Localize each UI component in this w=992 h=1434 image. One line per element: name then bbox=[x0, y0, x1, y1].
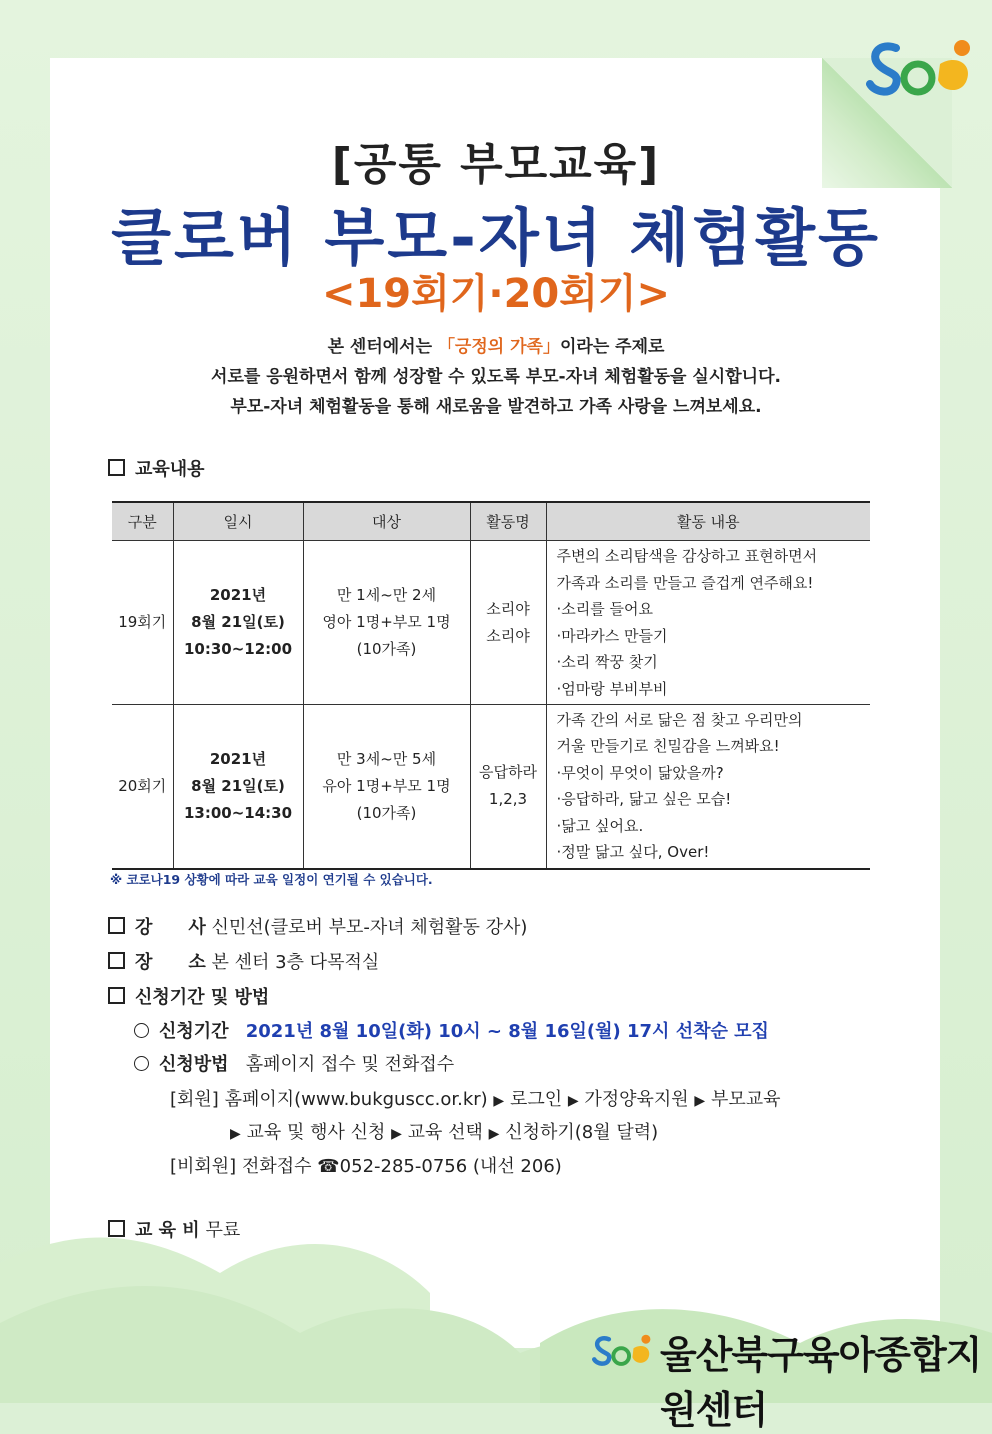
activity-content-cell bbox=[546, 541, 870, 705]
checkbox-square-icon bbox=[108, 1220, 125, 1237]
table-row bbox=[112, 705, 870, 869]
content-line: 거울 만들기로 친밀감을 느껴봐요! bbox=[556, 737, 780, 756]
content-line: ·소리 짝꿍 찾기 bbox=[556, 653, 658, 671]
place-label: 장 소 bbox=[135, 952, 206, 973]
member-step: 홈페이지(www.bukguscc.or.kr) bbox=[224, 1089, 488, 1110]
activity-name-line: 소리야 bbox=[486, 599, 530, 618]
checkbox-square-icon bbox=[108, 917, 125, 934]
phone-icon: ☎ bbox=[317, 1156, 340, 1177]
content-line: ·엄마랑 부비부비 bbox=[556, 679, 668, 698]
page-title: 클로버 부모-자녀 체험활동 bbox=[111, 201, 881, 274]
nonmember-line bbox=[170, 1152, 562, 1178]
target-line: (10가족) bbox=[356, 803, 417, 822]
content-line: 가족 간의 서로 닮은 점 찾고 우리만의 bbox=[556, 710, 803, 729]
arrow-right-icon: ▶ bbox=[488, 1126, 500, 1142]
table-header: 활동명 bbox=[470, 502, 546, 541]
fee-label: 교 육 비 bbox=[135, 1220, 200, 1241]
checkbox-square-icon bbox=[108, 952, 125, 969]
center-name: 울산북구육아종합지원센터 bbox=[660, 1333, 982, 1432]
date-line: 2021년 bbox=[209, 586, 267, 604]
target-line: 만 3세~만 5세 bbox=[336, 749, 437, 768]
member-step: 가정양육지원 bbox=[584, 1089, 689, 1110]
apply-label: 신청기간 및 방법 bbox=[135, 987, 270, 1008]
content-line: ·마라카스 만들기 bbox=[556, 626, 668, 645]
member-step: 부모교육 bbox=[710, 1089, 781, 1110]
activity-name-cell bbox=[470, 705, 546, 869]
date-line: 8월 21일(토) bbox=[191, 776, 285, 795]
circle-bullet-icon bbox=[134, 1056, 149, 1071]
date-line: 10:30~12:00 bbox=[183, 640, 293, 658]
center-logo-icon bbox=[866, 34, 980, 104]
date-cell bbox=[173, 705, 303, 869]
covid-notice: ※ 코로나19 상황에 따라 교육 일정이 연기될 수 있습니다. bbox=[110, 872, 433, 887]
apply-row bbox=[108, 983, 269, 1009]
activity-content-cell bbox=[546, 705, 870, 869]
content-line: ·정말 닮고 싶다, Over! bbox=[556, 843, 710, 862]
member-step: 교육 선택 bbox=[407, 1122, 483, 1143]
session-cell: 19회기 bbox=[112, 541, 173, 705]
table-header: 활동 내용 bbox=[546, 502, 870, 541]
intro-line-1 bbox=[0, 332, 992, 362]
member-path-line-1 bbox=[170, 1085, 781, 1111]
target-cell bbox=[303, 541, 470, 705]
member-label: [회원] bbox=[170, 1089, 219, 1110]
date-line: 13:00~14:30 bbox=[183, 803, 293, 822]
table-header-row bbox=[112, 502, 870, 541]
arrow-right-icon: ▶ bbox=[567, 1093, 579, 1109]
table-header: 대상 bbox=[303, 502, 470, 541]
content-line: ·응답하라, 닮고 싶은 모습! bbox=[556, 790, 732, 809]
apply-method-value: 홈페이지 접수 및 전화접수 bbox=[245, 1054, 455, 1075]
nonmember-label: [비회원] bbox=[170, 1156, 237, 1177]
arrow-right-icon: ▶ bbox=[694, 1093, 706, 1109]
arrow-right-icon: ▶ bbox=[391, 1126, 402, 1142]
activity-name-line: 응답하라 bbox=[479, 763, 537, 782]
session-title: <19회기·20회기> bbox=[321, 271, 671, 317]
place-value: 본 센터 3층 다목적실 bbox=[211, 952, 380, 973]
intro-line-3: 부모-자녀 체험활동을 통해 새로움을 발견하고 가족 사랑을 느껴보세요. bbox=[230, 397, 762, 417]
intro-text-1a: 본 센터에서는 bbox=[327, 337, 438, 357]
apply-method-label: 신청방법 bbox=[159, 1054, 229, 1075]
member-step: 로그인 bbox=[509, 1089, 563, 1110]
activity-name-cell bbox=[470, 541, 546, 705]
member-step: 교육 및 행사 신청 bbox=[246, 1122, 386, 1143]
table-row bbox=[112, 541, 870, 705]
circle-bullet-icon bbox=[134, 1023, 149, 1038]
activity-name-line: 소리야 bbox=[486, 626, 530, 645]
content-line: 가족과 소리를 만들고 즐겁게 연주해요! bbox=[556, 573, 814, 592]
apply-period-value: 2021년 8월 10일(화) 10시 ~ 8월 16일(월) 17시 선착순 모집 bbox=[245, 1021, 769, 1042]
schedule-table bbox=[112, 501, 870, 870]
page-subtitle: [공통 부모교육] bbox=[331, 139, 661, 190]
content-line: ·소리를 들어요 bbox=[556, 600, 653, 618]
apply-method-row bbox=[134, 1050, 454, 1076]
target-cell bbox=[303, 705, 470, 869]
activity-name-line: 1,2,3 bbox=[488, 790, 528, 809]
session-cell: 20회기 bbox=[112, 705, 173, 869]
member-path-line-2 bbox=[230, 1118, 658, 1144]
fee-row bbox=[108, 1216, 240, 1242]
instructor-label: 강 사 bbox=[135, 917, 206, 938]
footer-logo-icon bbox=[592, 1322, 656, 1380]
date-line: 2021년 bbox=[209, 749, 267, 768]
intro-text-1b: 이라는 주제로 bbox=[559, 337, 665, 357]
table-header: 일시 bbox=[173, 502, 303, 541]
arrow-right-icon: ▶ bbox=[230, 1126, 241, 1142]
checkbox-square-icon bbox=[108, 459, 125, 476]
table-header: 구분 bbox=[112, 502, 173, 541]
phone-number: 052-285-0756 (내선 206) bbox=[339, 1156, 562, 1177]
date-cell bbox=[173, 541, 303, 705]
content-line: ·닮고 싶어요. bbox=[556, 816, 644, 835]
apply-period-row bbox=[134, 1017, 769, 1043]
date-line: 8월 21일(토) bbox=[191, 613, 285, 631]
member-step: 신청하기(8월 달력) bbox=[505, 1122, 659, 1143]
target-line: 만 1세~만 2세 bbox=[336, 586, 437, 604]
instructor-row bbox=[108, 913, 527, 939]
checkbox-square-icon bbox=[108, 987, 125, 1004]
target-line: 영아 1명+부모 1명 bbox=[322, 613, 451, 631]
arrow-right-icon: ▶ bbox=[493, 1093, 505, 1109]
place-row bbox=[108, 948, 379, 974]
intro-line-2: 서로를 응원하면서 함께 성장할 수 있도록 부모-자녀 체험활동을 실시합니다. bbox=[211, 367, 781, 387]
target-line: 유아 1명+부모 1명 bbox=[322, 776, 451, 795]
intro-text bbox=[0, 332, 992, 422]
content-line: 주변의 소리탐색을 감상하고 표현하면서 bbox=[556, 547, 818, 565]
instructor-value: 신민선(클로버 부모-자녀 체험활동 강사) bbox=[211, 917, 528, 938]
intro-highlight: 「긍정의 가족」 bbox=[437, 337, 560, 357]
apply-period-label: 신청기간 bbox=[159, 1021, 229, 1042]
section-edu-label: 교육내용 bbox=[135, 459, 205, 480]
nonmember-value: 전화접수 bbox=[241, 1156, 312, 1177]
target-line: (10가족) bbox=[356, 640, 417, 658]
content-line: ·무엇이 무엇이 닮았을까? bbox=[556, 763, 724, 782]
section-edu-heading bbox=[108, 455, 205, 481]
fee-value: 무료 bbox=[205, 1220, 241, 1241]
